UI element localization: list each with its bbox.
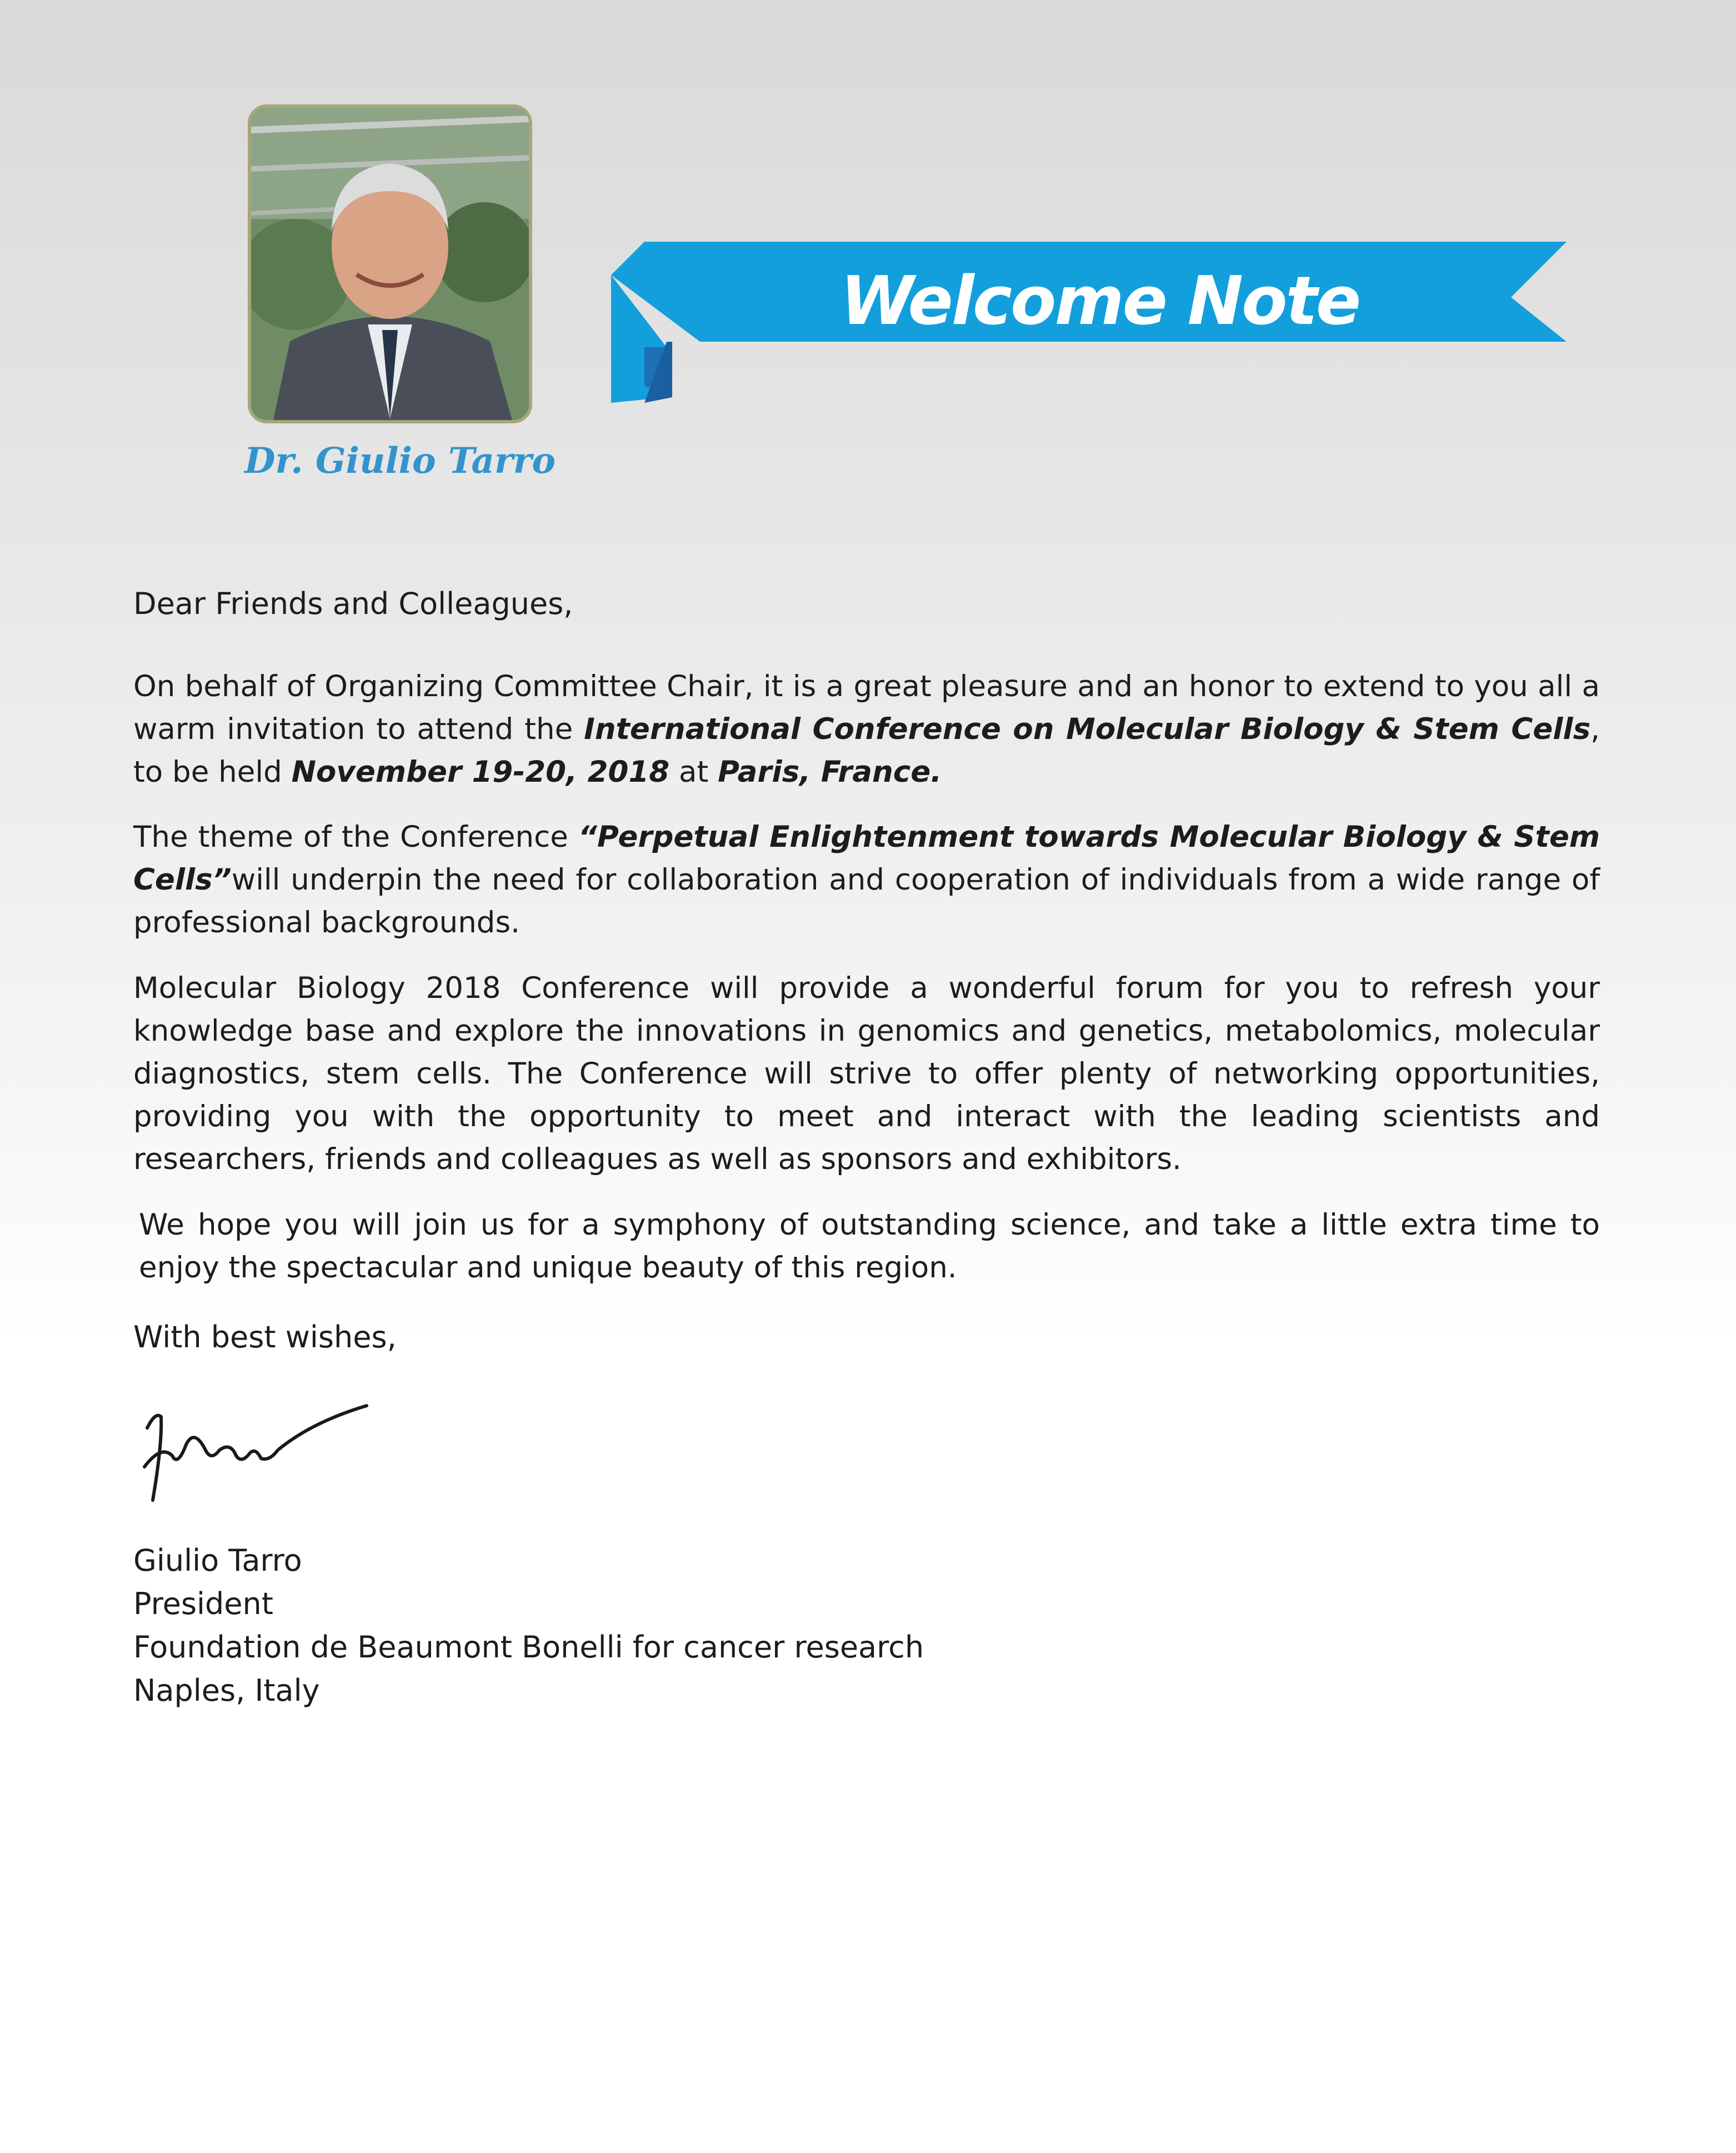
signer-location: Naples, Italy: [133, 1673, 320, 1708]
salutation: Dear Friends and Colleagues,: [133, 586, 573, 621]
paragraph-hope: We hope you will join us for a symphony of outstanding science, and take a little extra time to enjoy the spectacular and unique beauty of this region.: [139, 1208, 1600, 1285]
portrait-photo: [248, 104, 532, 423]
p2-text-2: will underpin the need for collaboration and cooperation of individuals from a wide range of professional backgrounds.: [133, 863, 1600, 940]
p1-text-2: , to be held: [133, 712, 1600, 789]
paragraph-theme: [133, 816, 1600, 944]
signature-block: [133, 1539, 924, 1712]
paragraph-forum: Molecular Biology 2018 Conference will provide a wonderful forum for you to refresh your knowledge base and explore the innovations in genomics and genetics, metabolomics, molecular diagnostics, stem cells. The Conference will strive to offer plenty of networking opportunities, providing you with the opportunity to meet and interact with the leading scientists and researchers, friends and colleagues as well as sponsors and exhibitors.: [133, 971, 1600, 1176]
signer-title: President: [133, 1586, 273, 1621]
p1-text-3: at: [669, 755, 718, 789]
conference-location: Paris, France.: [718, 755, 942, 789]
signer-organization: Foundation de Beaumont Bonelli for cancer research: [133, 1630, 924, 1665]
signer-name: Giulio Tarro: [133, 1543, 302, 1578]
conference-name: International Conference on Molecular Biology & Stem Cells: [584, 712, 1591, 746]
conference-theme: “Perpetual Enlightenment towards Molecular Biology & Stem Cells”: [133, 820, 1600, 897]
p1-text-1: On behalf of Organizing Committee Chair, it is a great pleasure and an honor to extend to you all a warm invitation to attend the: [133, 670, 1600, 746]
handwritten-signature: [122, 1395, 400, 1511]
closing: With best wishes,: [133, 1320, 397, 1355]
photo-caption: Dr. Giulio Tarro: [244, 440, 556, 482]
paragraph-invitation: [133, 665, 1600, 793]
p2-text-1: The theme of the Conference: [133, 820, 578, 854]
banner-title: Welcome Note: [840, 263, 1360, 340]
portrait-illustration: [251, 108, 529, 420]
welcome-banner: [611, 236, 1578, 406]
conference-dates: November 19-20, 2018: [291, 755, 670, 789]
